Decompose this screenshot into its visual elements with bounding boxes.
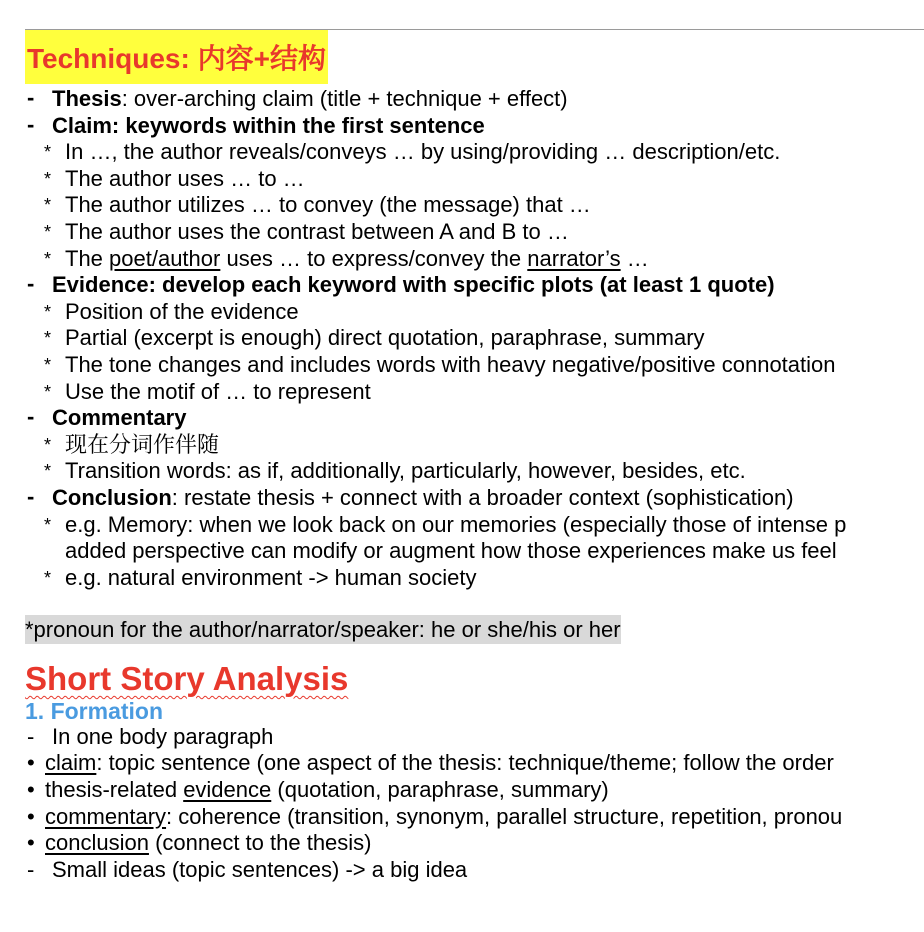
item-text: uses … to express/convey the <box>220 245 528 271</box>
asterisk-marker: * <box>44 168 52 189</box>
item-text: In …, the author reveals/conveys … by using/providing … description/etc. <box>65 139 781 165</box>
item-text: The author uses … to … <box>65 165 305 191</box>
underlined-text: evidence <box>183 777 272 803</box>
sub-list-item <box>25 352 924 379</box>
sub-list-item <box>25 458 924 485</box>
sub-list-item-continuation <box>25 538 924 565</box>
sub-list-item <box>25 432 924 459</box>
asterisk-marker: * <box>44 514 52 535</box>
item-text: (quotation, paraphrase, summary) <box>271 777 609 803</box>
item-bold-label: Evidence: develop each keyword with specific plots (at least 1 quote) <box>52 272 775 298</box>
bullet-marker: • <box>27 777 35 803</box>
list-item <box>25 777 924 804</box>
list-item <box>25 830 924 857</box>
list-item <box>25 272 924 299</box>
dash-marker: - <box>27 483 35 509</box>
item-text: The <box>65 245 110 271</box>
item-bold-label: Claim: keywords within the first sentence <box>52 112 485 138</box>
underlined-text: commentary <box>45 803 167 829</box>
list-item <box>25 804 924 831</box>
formation-list <box>25 724 924 884</box>
item-text: e.g. natural environment -> human society <box>65 564 477 590</box>
pronoun-note <box>25 617 924 644</box>
asterisk-marker: * <box>44 142 52 163</box>
asterisk-marker: * <box>44 328 52 349</box>
item-text: The author utilizes … to convey (the message) that … <box>65 192 591 218</box>
item-text: Small ideas (topic sentences) -> a big idea <box>52 856 468 882</box>
asterisk-marker: * <box>44 567 52 588</box>
list-item <box>25 113 924 140</box>
asterisk-marker: * <box>44 461 52 482</box>
asterisk-marker: * <box>44 221 52 242</box>
item-text: Transition words: as if, additionally, particularly, however, besides, etc. <box>65 458 746 484</box>
sub-list-item <box>25 166 924 193</box>
item-text: Use the motif of … to represent <box>65 378 371 404</box>
item-text: : topic sentence (one aspect of the thesis: technique/theme; follow the order <box>96 750 834 776</box>
item-text: : over-arching claim (title + technique + effect) <box>121 86 568 111</box>
sub-list-item <box>25 299 924 326</box>
dash-marker: - <box>27 85 35 110</box>
underlined-text: conclusion <box>45 830 149 856</box>
item-bold-label: Thesis <box>52 86 122 111</box>
sub-list-item <box>25 325 924 352</box>
dash-marker: - <box>27 856 35 882</box>
asterisk-marker: * <box>44 381 52 402</box>
bullet-marker: • <box>27 830 35 856</box>
item-text: : coherence (transition, synonym, parallel structure, repetition, pronou <box>166 803 843 829</box>
item-text: : restate thesis + connect with a broader context (sophistication) <box>171 484 794 510</box>
sub-list-item <box>25 219 924 246</box>
item-text: 现在分词作伴随 <box>65 431 220 457</box>
list-item <box>25 750 924 777</box>
item-text: added perspective can modify or augment how those experiences make us feel <box>65 538 837 564</box>
asterisk-marker: * <box>44 434 52 455</box>
dash-marker: - <box>27 111 35 137</box>
sub-list-item <box>25 512 924 539</box>
item-text: thesis-related <box>45 777 184 803</box>
item-bold-label: Commentary <box>52 405 187 431</box>
sub-list-item <box>25 379 924 406</box>
item-text: Position of the evidence <box>65 298 299 324</box>
item-text: … <box>620 245 649 271</box>
sub-list-item <box>25 139 924 166</box>
bullet-marker: • <box>27 803 35 829</box>
item-bold-label: Conclusion <box>52 484 172 510</box>
item-text: (connect to the thesis) <box>148 830 372 856</box>
techniques-title: Techniques: 内容+结构 <box>25 30 328 84</box>
item-text: The author uses the contrast between A and B to … <box>65 218 569 244</box>
item-text: e.g. Memory: when we look back on our memories (especially those of intense p <box>65 511 847 537</box>
dash-marker: - <box>27 723 35 749</box>
asterisk-marker: * <box>44 301 52 322</box>
list-item <box>25 857 924 884</box>
short-story-heading: Short Story Analysis <box>25 659 349 697</box>
underlined-text: claim <box>45 750 97 776</box>
pronoun-note-text: *pronoun for the author/narrator/speaker: he or she/his or her <box>25 617 621 643</box>
list-item <box>25 724 924 751</box>
underlined-text: poet/author <box>109 245 221 271</box>
asterisk-marker: * <box>44 354 52 375</box>
item-text: Partial (excerpt is enough) direct quotation, paraphrase, summary <box>65 325 705 351</box>
underlined-text: narrator’s <box>527 245 621 271</box>
dash-marker: - <box>27 404 35 430</box>
bullet-marker: • <box>27 750 35 776</box>
list-item <box>25 86 924 113</box>
document-body <box>25 30 924 883</box>
sub-list-item <box>25 192 924 219</box>
sub-list-item <box>25 246 924 273</box>
list-item <box>25 405 924 432</box>
techniques-list <box>25 86 924 591</box>
item-text: The tone changes and includes words with heavy negative/positive connotation <box>65 351 836 377</box>
sub-list-item <box>25 565 924 592</box>
asterisk-marker: * <box>44 248 52 269</box>
list-item <box>25 485 924 512</box>
dash-marker: - <box>27 271 35 297</box>
formation-subheading: 1. Formation <box>25 697 164 724</box>
asterisk-marker: * <box>44 195 52 216</box>
item-text: In one body paragraph <box>52 723 274 749</box>
